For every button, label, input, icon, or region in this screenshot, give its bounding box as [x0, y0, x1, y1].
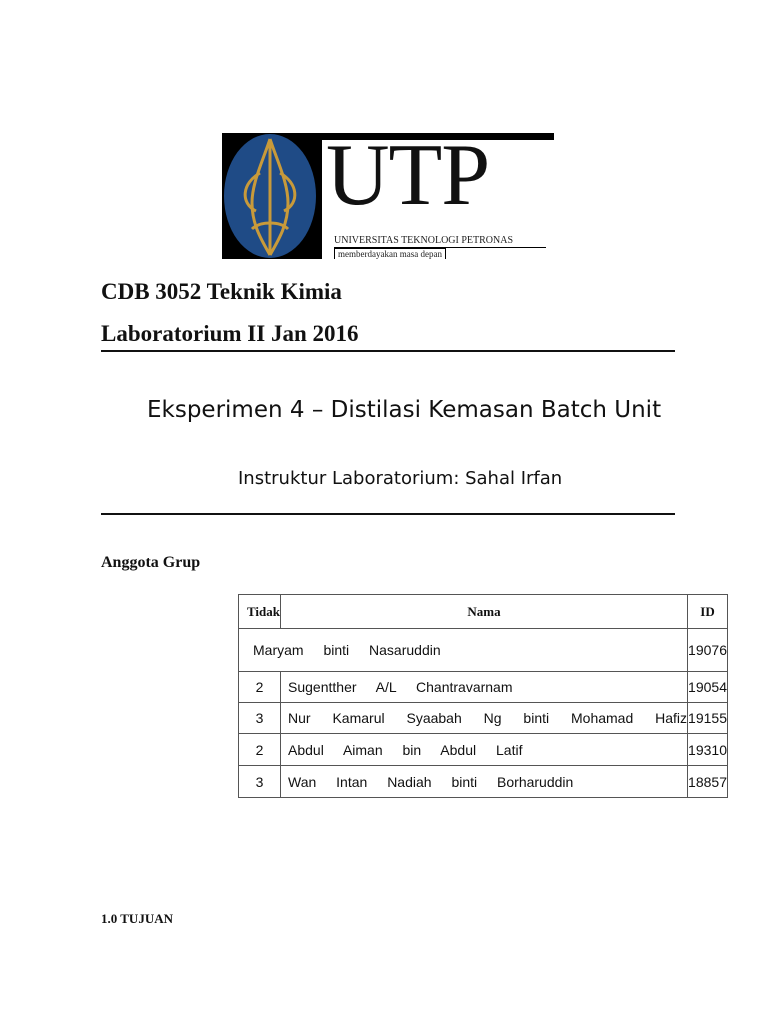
divider-bottom	[101, 513, 675, 515]
table-row	[239, 629, 728, 672]
group-heading: Anggota Grup	[101, 554, 201, 571]
member-name: Abdul Aiman bin Abdul Latif	[281, 734, 688, 766]
member-no: 2	[239, 734, 281, 766]
experiment-title: Eksperimen 4 – Distilasi Kemasan Batch Unit	[147, 397, 662, 423]
members-table	[238, 594, 728, 798]
course-title: CDB 3052 Teknik Kimia	[101, 279, 342, 304]
divider-top	[101, 350, 675, 352]
table-row	[239, 766, 728, 798]
member-name: Sugentther A/L Chantravarnam	[281, 672, 688, 703]
utp-logo	[222, 133, 554, 259]
column-header-id: ID	[688, 595, 728, 629]
utp-emblem-icon	[222, 133, 322, 259]
logo-tagline: memberdayakan masa depan	[334, 248, 446, 259]
member-name: Nur Kamarul Syaabah Ng binti Mohamad Hafiz	[281, 703, 688, 734]
table-row	[239, 672, 728, 703]
member-id: 19076	[688, 629, 728, 672]
instructor-line: Instruktur Laboratorium: Sahal Irfan	[238, 468, 563, 489]
logo-university-name: UNIVERSITAS TEKNOLOGI PETRONAS	[334, 235, 546, 248]
logo-wordmark	[322, 133, 554, 259]
table-row	[239, 734, 728, 766]
member-no: 3	[239, 766, 281, 798]
member-id: 18857	[688, 766, 728, 798]
section-heading: 1.0 TUJUAN	[101, 911, 173, 926]
member-no: 2	[239, 672, 281, 703]
table-row	[239, 703, 728, 734]
logo-abbr: UTP	[326, 133, 490, 224]
course-subtitle: Laboratorium II Jan 2016	[101, 321, 359, 346]
member-name: Wan Intan Nadiah binti Borharuddin	[281, 766, 688, 798]
member-no: 3	[239, 703, 281, 734]
column-header-name: Nama	[281, 595, 688, 629]
table-header-row	[239, 595, 728, 629]
member-name: Maryam binti Nasaruddin	[239, 629, 688, 672]
member-id: 19054	[688, 672, 728, 703]
member-id: 19155	[688, 703, 728, 734]
member-id: 19310	[688, 734, 728, 766]
column-header-no: Tidak	[239, 595, 281, 629]
